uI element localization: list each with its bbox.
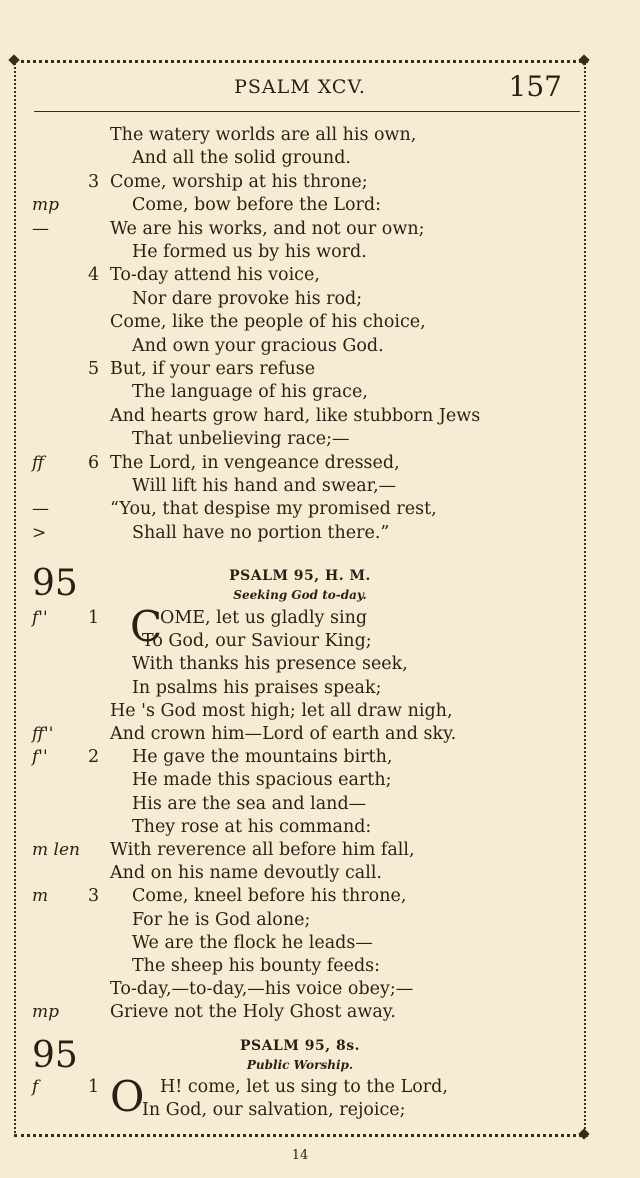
verse-text: “You, that despise my promised rest, bbox=[110, 499, 437, 520]
verse-line bbox=[0, 607, 590, 630]
verse-text: He formed us by his word. bbox=[132, 242, 367, 262]
top-border bbox=[14, 60, 588, 63]
hymn-subtitle: Public Worship. bbox=[246, 1058, 354, 1072]
verse-line bbox=[0, 218, 590, 241]
dynamic-mark: m len bbox=[32, 840, 80, 860]
running-head: PSALM XCV. bbox=[234, 76, 366, 98]
dynamic-mark: f'' bbox=[32, 608, 48, 628]
verse-text: In God, our salvation, rejoice; bbox=[142, 1100, 406, 1120]
verse-line bbox=[0, 723, 590, 746]
verse-text: Grieve not the Holy Ghost away. bbox=[110, 1002, 396, 1023]
stanza-number: 5 bbox=[88, 359, 100, 379]
dynamic-mark: f bbox=[32, 1077, 39, 1097]
drop-cap: O bbox=[110, 1072, 145, 1121]
verse-line bbox=[0, 522, 590, 545]
verse-text: Will lift his hand and swear,— bbox=[132, 476, 397, 496]
dynamic-mark: m bbox=[32, 886, 49, 907]
verse-line bbox=[0, 978, 590, 1001]
verse-text: And all the solid ground. bbox=[132, 148, 351, 169]
page-number: 157 bbox=[508, 70, 562, 103]
corner-ornament bbox=[578, 1128, 589, 1139]
verse-text: The sheep his bounty feeds: bbox=[132, 956, 381, 976]
verse-line bbox=[0, 405, 590, 428]
verse-line bbox=[0, 1099, 590, 1122]
verse-line bbox=[0, 816, 590, 839]
verse-line bbox=[0, 932, 590, 955]
stanza-number: 3 bbox=[88, 171, 100, 192]
dynamic-mark: mp bbox=[32, 195, 60, 216]
verse-line bbox=[0, 653, 590, 676]
verse-line bbox=[0, 769, 590, 792]
verse-text: OME, let us gladly sing bbox=[160, 608, 368, 628]
verse-line bbox=[0, 171, 590, 194]
verse-text: And crown him—Lord of earth and sky. bbox=[110, 724, 457, 744]
verse-line bbox=[0, 700, 590, 723]
verse-line bbox=[0, 630, 590, 653]
verse-text: With thanks his presence seek, bbox=[132, 654, 408, 675]
stanza-number: 6 bbox=[88, 452, 100, 473]
corner-ornament bbox=[8, 54, 19, 65]
verse-line bbox=[0, 194, 590, 217]
corner-ornament bbox=[578, 54, 589, 65]
hymn-number: 95 bbox=[32, 1035, 78, 1076]
verse-line bbox=[0, 746, 590, 769]
verse-text: For he is God alone; bbox=[132, 909, 311, 930]
verse-text: They rose at his command: bbox=[132, 816, 372, 837]
verse-text: He gave the mountains birth, bbox=[132, 747, 393, 768]
verse-text: He made this spacious earth; bbox=[132, 770, 392, 791]
verse-line bbox=[0, 428, 590, 451]
hymn-subtitle: Seeking God to-day. bbox=[233, 588, 367, 602]
verse-line bbox=[0, 264, 590, 287]
verse-text: The language of his grace, bbox=[132, 382, 368, 403]
stanza-number: 3 bbox=[88, 886, 100, 907]
verse-text: Come, worship at his throne; bbox=[110, 171, 368, 192]
hymn-title: PSALM 95, H. M. bbox=[229, 568, 371, 584]
verse-line bbox=[0, 288, 590, 311]
verse-line bbox=[0, 839, 590, 862]
verse-text: Come, like the people of his choice, bbox=[110, 312, 426, 333]
verse-line bbox=[0, 358, 590, 381]
verse-text: In psalms his praises speak; bbox=[132, 677, 382, 698]
verse-text: He 's God most high; let all draw nigh, bbox=[110, 700, 453, 721]
verse-text: And on his name devoutly call. bbox=[110, 863, 382, 884]
verse-text: Come, kneel before his throne, bbox=[132, 886, 407, 907]
dynamic-mark: > bbox=[32, 522, 47, 543]
verse-line bbox=[0, 311, 590, 334]
verse-text: To-day attend his voice, bbox=[110, 265, 320, 286]
verse-line bbox=[0, 147, 590, 170]
verse-text: To-day,—to-day,—his voice obey;— bbox=[110, 979, 414, 1000]
verse-text: We are the flock he leads— bbox=[132, 932, 373, 953]
verse-line bbox=[0, 1001, 590, 1024]
bottom-border bbox=[14, 1134, 588, 1137]
stanza-number: 1 bbox=[88, 608, 100, 628]
hymn-number: 95 bbox=[32, 563, 78, 604]
drop-cap: C bbox=[130, 602, 163, 651]
verse-text: The Lord, in vengeance dressed, bbox=[110, 452, 400, 473]
dynamic-mark: ff bbox=[32, 452, 45, 473]
dynamic-mark: — bbox=[32, 499, 49, 520]
verse-text: With reverence all before him fall, bbox=[110, 840, 415, 860]
verse-line bbox=[0, 335, 590, 358]
verse-line bbox=[0, 909, 590, 932]
verse-line bbox=[0, 793, 590, 816]
verse-text: Nor dare provoke his rod; bbox=[132, 288, 363, 309]
verse-text: That unbelieving race;— bbox=[132, 429, 350, 450]
verse-text: Shall have no portion there.” bbox=[132, 522, 390, 543]
verse-text: And hearts grow hard, like stubborn Jews bbox=[110, 405, 481, 426]
stanza-number: 1 bbox=[88, 1077, 100, 1097]
verse-line bbox=[0, 1076, 590, 1099]
verse-line bbox=[0, 955, 590, 978]
verse-line bbox=[0, 241, 590, 264]
verse-text: To God, our Saviour King; bbox=[142, 631, 372, 652]
verse-line bbox=[0, 885, 590, 908]
verse-line bbox=[0, 381, 590, 404]
verse-text: The watery worlds are all his own, bbox=[110, 125, 417, 145]
dynamic-mark: ff'' bbox=[32, 724, 54, 744]
verse-text: Come, bow before the Lord: bbox=[132, 195, 381, 216]
verse-line bbox=[0, 677, 590, 700]
dynamic-mark: mp bbox=[32, 1002, 60, 1023]
page-header bbox=[30, 70, 570, 108]
verse-line bbox=[0, 452, 590, 475]
verse-line bbox=[0, 862, 590, 885]
verse-text: His are the sea and land— bbox=[132, 793, 367, 814]
stanza-number: 4 bbox=[88, 265, 100, 286]
verse-text: H! come, let us sing to the Lord, bbox=[160, 1077, 448, 1097]
verse-line bbox=[0, 498, 590, 521]
verse-line bbox=[0, 475, 590, 498]
dynamic-mark: — bbox=[32, 218, 49, 239]
verse-text: We are his works, and not our own; bbox=[110, 218, 425, 239]
verse-line bbox=[0, 124, 590, 147]
signature-mark: 14 bbox=[291, 1148, 309, 1163]
stanza-number: 2 bbox=[88, 747, 100, 768]
verse-text: And own your gracious God. bbox=[132, 335, 384, 356]
header-rule bbox=[34, 111, 580, 112]
dynamic-mark: f'' bbox=[32, 747, 48, 768]
hymn-title: PSALM 95, 8s. bbox=[240, 1038, 360, 1054]
verse-text: But, if your ears refuse bbox=[110, 359, 316, 379]
